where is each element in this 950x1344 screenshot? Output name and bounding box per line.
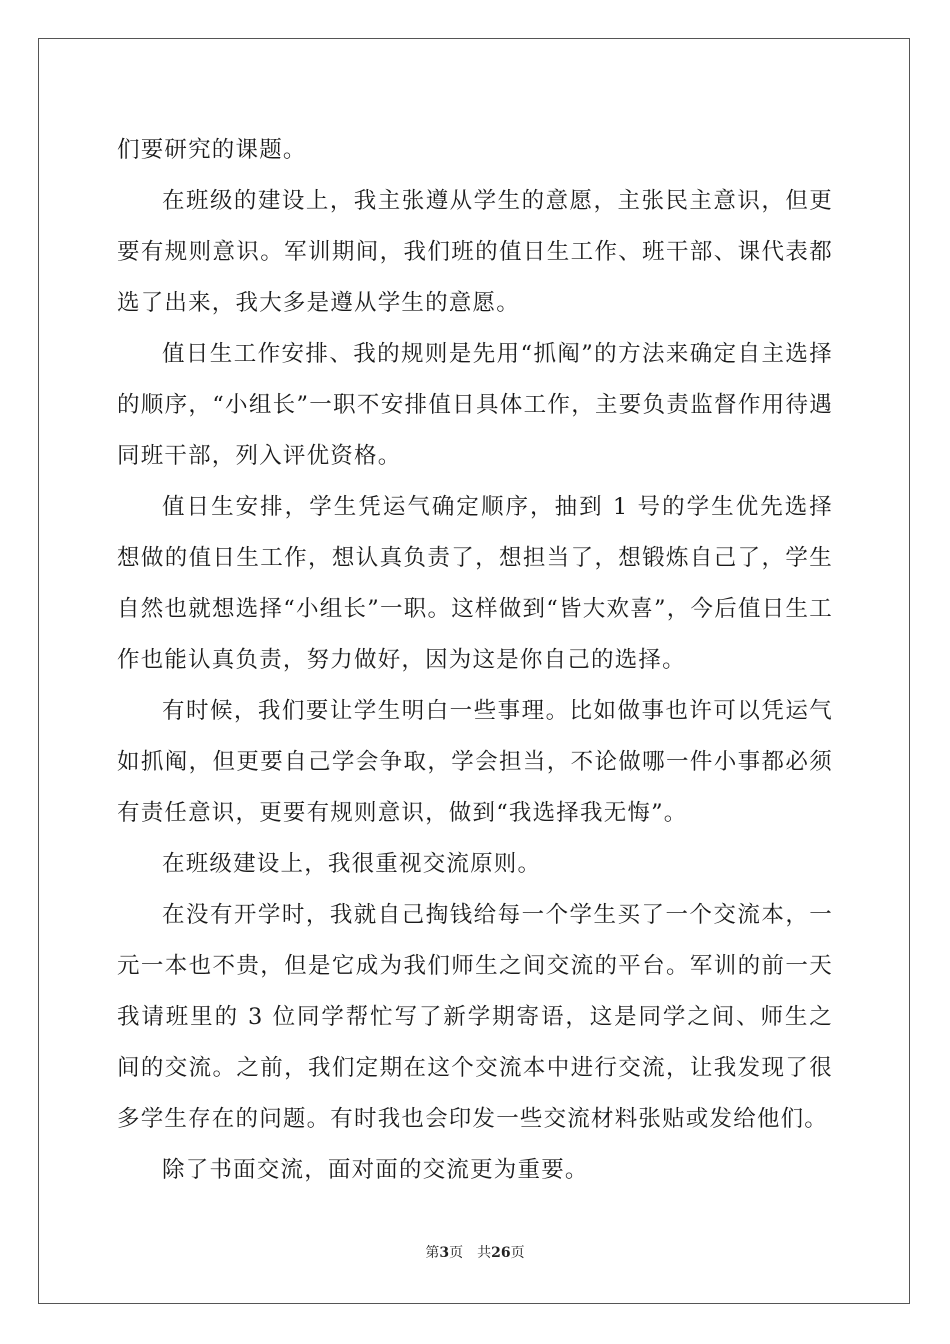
total-pages: 26	[491, 1245, 511, 1261]
paragraph-3: 值日生工作安排、我的规则是先用“抓阄”的方法来确定自主选择的顺序，“小组长”一职不安排值日具体工作，主要负责监督作用待遇同班干部，列入评优资格。	[117, 341, 833, 469]
page-footer	[0, 1244, 950, 1262]
page-number: 3	[439, 1245, 450, 1261]
paragraph-2: 在班级的建设上，我主张遵从学生的意愿，主张民主意识，但更要有规则意识。军训期间，我们班的值日生工作、班干部、课代表都选了出来，我大多是遵从学生的意愿。	[117, 188, 833, 316]
document-body	[117, 125, 833, 1196]
paragraph-5: 有时候，我们要让学生明白一些事理。比如做事也许可以凭运气如抓阄，但更要自己学会争取，学会担当，不论做哪一件小事都必须有责任意识，更要有规则意识，做到“我选择我无悔”。	[117, 698, 833, 826]
paragraph-7: 在没有开学时，我就自己掏钱给每一个学生买了一个交流本，一元一本也不贵，但是它成为我们师生之间交流的平台。军训的前一天我请班里的 3 位同学帮忙写了新学期寄语，这是同学之间、师生之间的交流。之前，我们定期在这个交流本中进行交流，让我发现了很多学生存在的问题。有时我也会印发一些交流材料张贴或发给他们。	[117, 902, 833, 1132]
paragraph-4: 值日生安排，学生凭运气确定顺序，抽到 1 号的学生优先选择想做的值日生工作，想认真负责了，想担当了，想锻炼自己了，学生自然也就想选择“小组长”一职。这样做到“皆大欢喜”，今后值日生工作也能认真负责，努力做好，因为这是你自己的选择。	[117, 494, 833, 673]
page-prefix: 第	[425, 1245, 440, 1261]
paragraph-6: 在班级建设上，我很重视交流原则。	[162, 851, 542, 877]
page-suffix: 页	[449, 1245, 464, 1261]
paragraph-8: 除了书面交流，面对面的交流更为重要。	[162, 1157, 589, 1183]
total-prefix: 共	[477, 1245, 492, 1261]
total-suffix: 页	[510, 1245, 525, 1261]
paragraph-1: 们要研究的课题。	[117, 137, 307, 163]
